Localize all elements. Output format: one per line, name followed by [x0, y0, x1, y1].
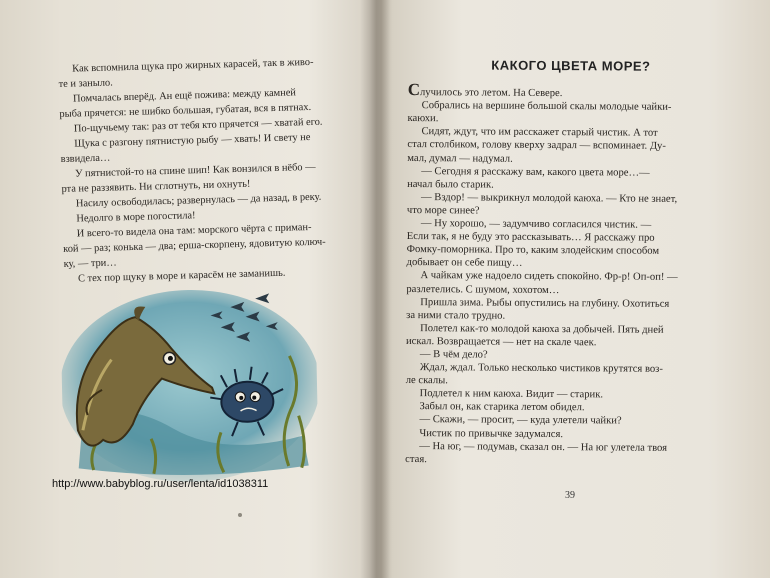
text-line: что море синее? — [406, 204, 480, 217]
text-line: Забыл он, как старика летом обидел. — [419, 401, 585, 414]
text-line: Ждал, ждал. Только несколько чистиков крутятся воз- — [419, 362, 663, 375]
text-line: те и заныло. — [58, 77, 113, 90]
text-line: Сидят, ждут, что им расскажет старый чистик. А тот — [421, 126, 658, 140]
pike-and-fish-illustration — [60, 285, 319, 485]
watermark-url: http://www.babyblog.ru/user/lenta/id1038311 — [52, 478, 269, 490]
left-page — [0, 0, 375, 578]
text-line: начал было старик. — [407, 178, 494, 191]
text-line: за ними стало трудно. — [406, 309, 506, 322]
text-line: рта не раззявить. Ни сглотнуть, ни охнуть! — [61, 178, 251, 195]
text-line: По-щучьему так: раз от тебя кто прячется — хватай его. — [73, 116, 323, 135]
text-line: Насилу освободилась; развернулась — да назад, в реку. — [75, 191, 322, 210]
text-line: А чайкам уже надоело сидеть спокойно. Фр-р! Оп-оп! — — [420, 270, 678, 284]
dropcap: С — [407, 80, 421, 100]
text-line: разлетелись. С шумом, хохотом… — [406, 283, 560, 296]
text-line: ку, — три… — [63, 257, 117, 270]
text-line: мал, думал — надумал. — [407, 152, 513, 165]
right-paragraphs — [405, 99, 734, 468]
text-line: — Вздор! — выкрикнул молодой каюха. — Кто не знает, — [420, 191, 678, 205]
text-line: Помчалась вперёд. Ан ещё пожива: между камней — [72, 87, 297, 105]
right-page-text — [405, 58, 734, 468]
text-line: Недолго в море погостила! — [76, 210, 196, 225]
text-line: кой — раз; конька — два; ерша-скорпену, ядовитую колюч- — [63, 236, 326, 255]
text-line: взвидела… — [60, 152, 111, 165]
text-line: добывает он себе пищу… — [406, 257, 523, 270]
text-line: Как вспомнила щука про жирных карасей, так в живо- — [72, 56, 314, 75]
text-line: искал. Возвращается — нет на скале чаек. — [405, 335, 597, 349]
text-line: — Сегодня я расскажу вам, какого цвета море…— — [421, 165, 650, 179]
chapter-title: КАКОГО ЦВЕТА МОРЕ? — [491, 57, 651, 74]
page-number: 39 — [565, 490, 575, 501]
text-line: стал столбиком, голову кверху задрал — вспоминает. Ду- — [407, 139, 666, 153]
text-line: стая. — [405, 453, 427, 465]
text-line: каюхи. — [407, 113, 439, 125]
text-line: Чистик по привычке задумался. — [419, 427, 564, 440]
left-page-text — [58, 54, 364, 287]
text-line: Фомку-поморника. Про то, каким злодейским способом — [406, 244, 660, 257]
text-line: С тех пор щуку в море и карасём не заманишь. — [77, 267, 286, 285]
text-line: Щука с разгону пятнистую рыбу — хвать! И свету не — [74, 131, 311, 150]
text-line: Если так, я не буду это рассказывать… Я расскажу про — [406, 231, 655, 244]
text-line: ле скалы. — [405, 375, 448, 387]
text-line: — Ну хорошо, — задумчиво согласился чистик. — — [420, 218, 652, 231]
text-line: И всего-то видела она там: морского чёрта с приман- — [76, 221, 312, 240]
text-line: рыба прячется: не шибко большая, губатая, вся в пятнах. — [59, 101, 312, 120]
text-line: Полетел как-то молодой каюха за добычей. Пять дней — [420, 322, 664, 336]
first-line: лучилось это летом. На Севере. — [420, 87, 563, 100]
text-line: Собрались на вершине большой скалы молодые чайки- — [421, 100, 672, 114]
text-line: Подлетел к ним каюха. Видит — старик. — [419, 388, 604, 401]
text-line: Пришла зима. Рыбы опустились на глубину. Охотиться — [420, 296, 670, 310]
text-line: — В чём дело? — [419, 349, 488, 361]
text-line: — На юг, — подумав, сказал он. — На юг улетела твоя — [419, 440, 668, 454]
text-line: У пятнистой-то на спине шип! Как вонзился в нёбо — — [74, 161, 316, 180]
page-mark — [238, 513, 242, 517]
text-line: — Скажи, — просит, — куда улетели чайки? — [419, 414, 622, 427]
